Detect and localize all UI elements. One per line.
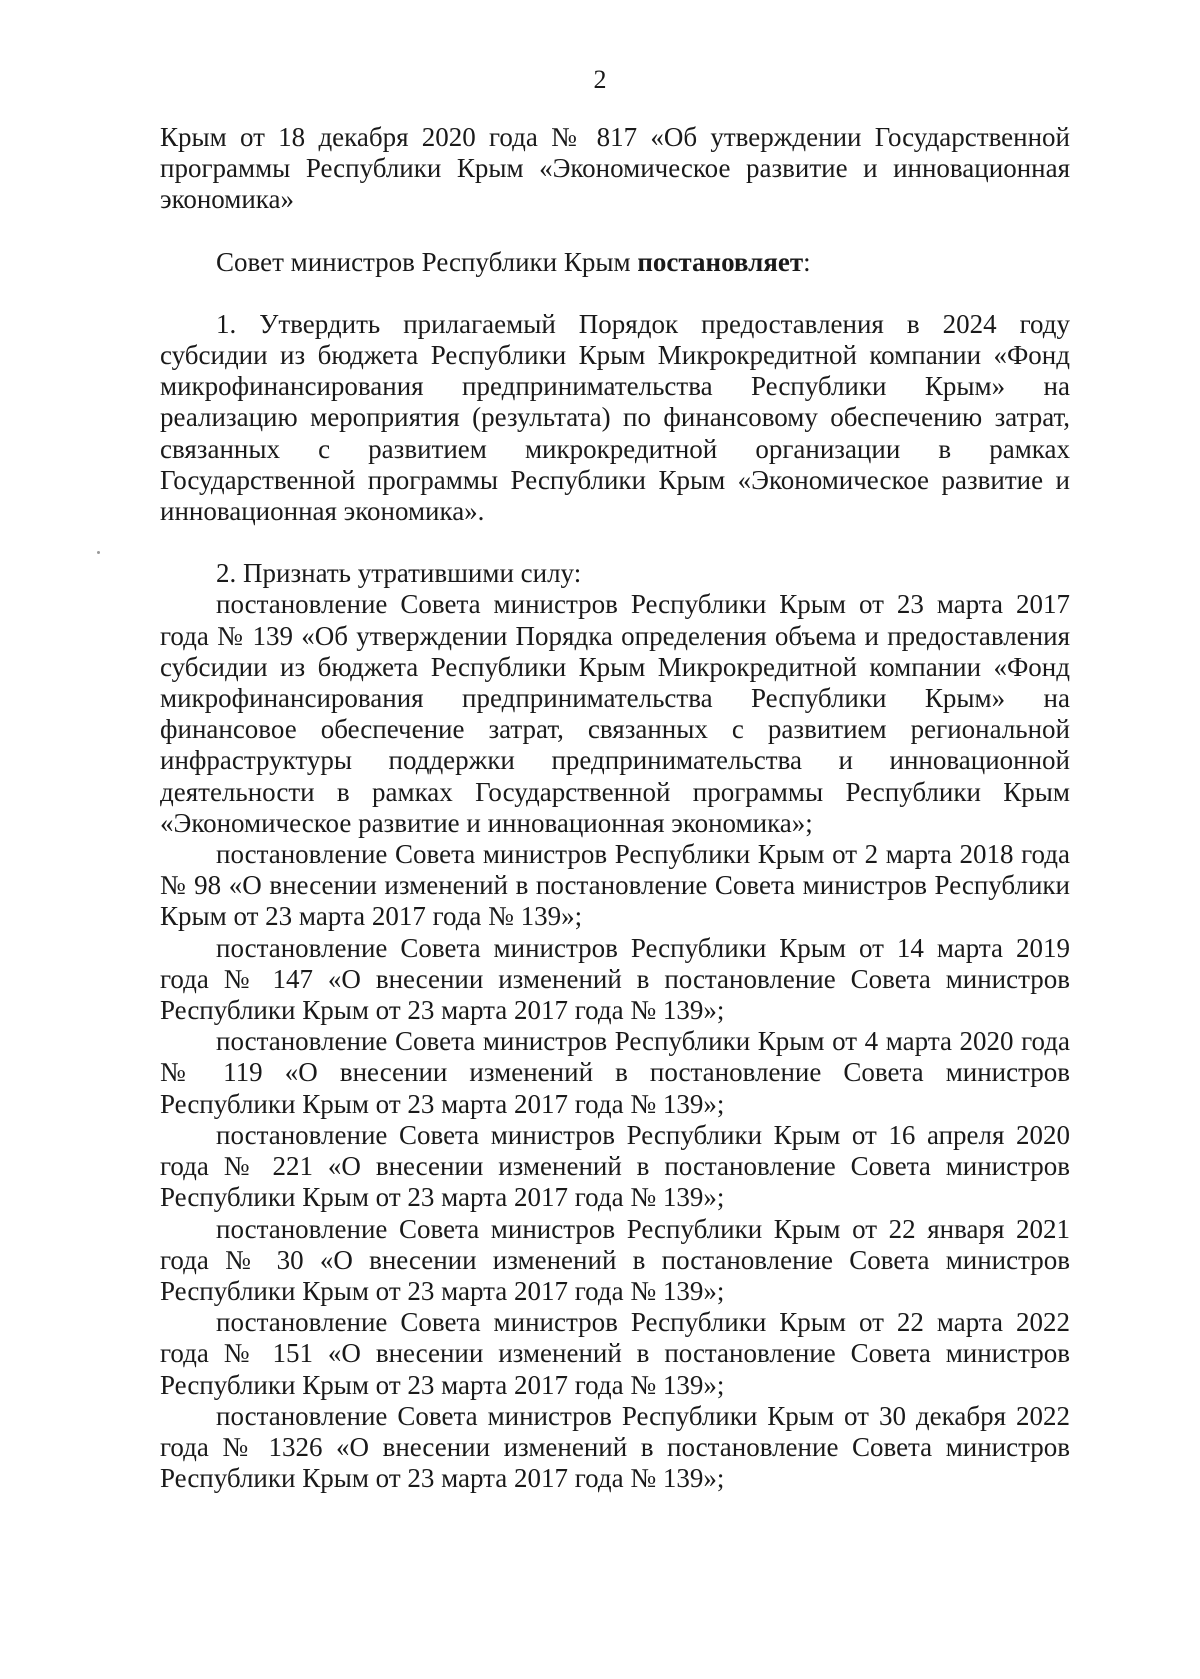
page-number: 2	[593, 65, 607, 94]
preamble-suffix: :	[803, 246, 811, 277]
preamble-verb: постановляет	[637, 246, 804, 277]
preamble	[160, 247, 1070, 278]
document-body	[160, 122, 1070, 1494]
repealed-act: постановление Совета министров Республики Крым от 14 марта 2019 года № 147 «О внесении изменений в постановление Совета министров Республики Крым от 23 марта 2017 года № 139»;	[160, 932, 1070, 1026]
repealed-act: постановление Совета министров Республики Крым от 30 декабря 2022 года № 1326 «О внесении изменений в постановление Совета министров Республики Крым от 23 марта 2017 года № 139»;	[160, 1400, 1070, 1494]
clause-1: 1. Утвердить прилагаемый Порядок предоставления в 2024 году субсидии из бюджета Республики Крым Микрокредитной компании «Фонд микрофинансирования предпринимательства Республики Крым» на реализацию мероприятия (результата) по финансовому обеспечению затрат, связанных с развитием микрокредитной организации в рамках Государственной программы Республики Крым «Экономическое развитие и инновационная экономика».	[160, 308, 1070, 527]
repealed-act: постановление Совета министров Республики Крым от 4 марта 2020 года № 119 «О внесении изменений в постановление Совета министров Республики Крым от 23 марта 2017 года № 139»;	[160, 1026, 1070, 1119]
repealed-act: постановление Совета министров Республики Крым от 16 апреля 2020 года № 221 «О внесении изменений в постановление Совета министров Республики Крым от 23 марта 2017 года № 139»;	[160, 1119, 1070, 1213]
preamble-text: Совет министров Республики Крым	[216, 246, 638, 277]
repealed-act: постановление Совета министров Республики Крым от 23 марта 2017 года № 139 «Об утверждении Порядка определения объема и предоставления субсидии из бюджета Республики Крым Микрокредитной компании «Фонд микрофинансирования предпринимательства Республики Крым» на финансовое обеспечение затрат, связанных с развитием региональной инфраструктуры поддержки предпринимательства и инновационной деятельности в рамках Государственной программы Республики Крым «Экономическое развитие и инновационная экономика»;	[160, 589, 1070, 838]
clause-2-heading: 2. Признать утратившими силу:	[216, 558, 582, 589]
scan-speck	[97, 551, 100, 554]
title-continuation: Крым от 18 декабря 2020 года № 817 «Об утверждении Государственной программы Республики Крым «Экономическое развитие и инновационная экономика»	[160, 122, 1070, 215]
repealed-act: постановление Совета министров Республики Крым от 22 марта 2022 года № 151 «О внесении изменений в постановление Совета министров Республики Крым от 23 марта 2017 года № 139»;	[160, 1307, 1070, 1400]
repealed-act: постановление Совета министров Республики Крым от 2 марта 2018 года № 98 «О внесении изменений в постановление Совета министров Республики Крым от 23 марта 2017 года № 139»;	[160, 839, 1070, 932]
repealed-act: постановление Совета министров Республики Крым от 22 января 2021 года № 30 «О внесении изменений в постановление Совета министров Республики Крым от 23 марта 2017 года № 139»;	[160, 1213, 1070, 1306]
